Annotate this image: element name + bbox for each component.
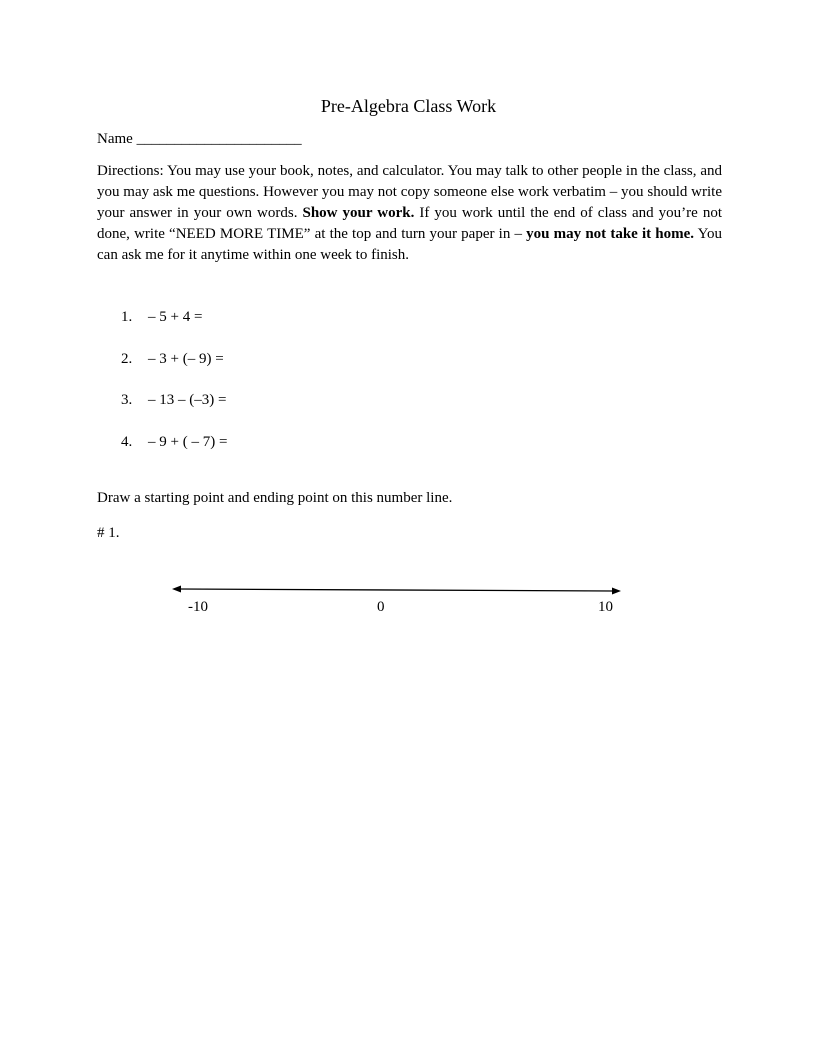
number-line-max-label: 10 (598, 599, 613, 615)
directions-bold-show-work: Show your work. (302, 205, 415, 221)
right-arrowhead-icon (612, 588, 621, 595)
problem-item-4 (118, 432, 227, 474)
problem-number: 3. (121, 392, 133, 408)
directions-bold-take-home: you may not take it home. (526, 226, 695, 242)
number-line-axis (179, 589, 613, 591)
page-title: Pre-Algebra Class Work (320, 96, 497, 116)
problem-number: 2. (121, 350, 133, 367)
number-line-instruction: Draw a starting point and ending point on this number line. (97, 490, 453, 506)
problem-expression: – 5 + 4 = (148, 309, 203, 325)
directions-text-2: If you work until the end of class and you’re not done, write “NEED MORE TIME” at the top and turn your paper in – (97, 205, 722, 242)
problem-expression: – 13 – (–3) = (148, 392, 227, 408)
problem-expression: – 3 + (– 9) = (148, 350, 224, 367)
problem-number: 1. (121, 309, 133, 325)
problem-item-3 (118, 390, 227, 432)
problem-item-1 (118, 307, 227, 349)
directions-paragraph (97, 161, 722, 266)
left-arrowhead-icon (172, 586, 181, 593)
number-line (165, 578, 635, 602)
directions-text-3: You can ask me for it anytime within one week to finish. (97, 226, 723, 263)
problem-list (118, 307, 227, 473)
directions-text-1: Directions: You may use your book, notes, and calculator. You may talk to other people in the class, and you may ask me questions. However you may not copy someone else work verbatim – you should write your answer in your own words. (97, 163, 722, 221)
problem-item-2 (118, 349, 227, 391)
number-line-item-label: # 1. (97, 525, 120, 541)
number-line-min-label: -10 (188, 599, 208, 615)
problem-number: 4. (121, 433, 133, 450)
name-field-label: Name ______________________ (97, 131, 302, 147)
problem-expression: – 9 + ( – 7) = (148, 433, 228, 450)
number-line-mid-label: 0 (377, 599, 385, 615)
